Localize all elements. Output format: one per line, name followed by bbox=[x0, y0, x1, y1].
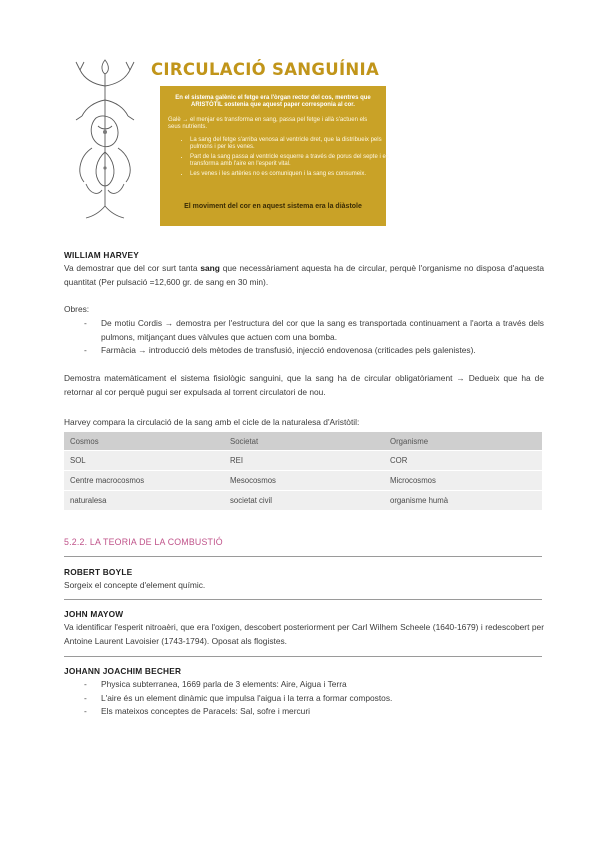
banner-paragraph: En el sistema galènic el fetge era l'òrgan rector del cos, mentres que ARISTÒTIL sostenia que aquest paper corresponia al cor. bbox=[175, 95, 371, 109]
banner-list-item: • La sang del fetge s'arriba venosa al ventricle dret, que la distribueix pels pulmons i per les venes. bbox=[190, 137, 392, 152]
banner-list-item: • Les venes i les artèries no es comuniquen i la sang es consumeix. bbox=[190, 171, 392, 178]
info-banner bbox=[160, 86, 389, 226]
harvey-intro-text: Va demostrar que del cor surt tanta bbox=[64, 263, 201, 273]
list-item-text: De motiu Cordis → demostra per l'estructura del cor que la sang es transportada continuament a l'aorta a través dels pulmons, mitjançant dues vàlvules que actuen com una bomba. bbox=[101, 318, 544, 342]
becher-list bbox=[64, 678, 544, 719]
boyle-heading: ROBERT BOYLE bbox=[64, 567, 133, 577]
list-item-text: Farmàcia → introducció dels mètodes de transfusió, injecció endovenosa (criticades pels galenistes). bbox=[101, 345, 476, 356]
harvey-intro-bold: sang bbox=[200, 263, 220, 273]
list-item-text: Physica subterranea, 1669 parla de 3 elements: Aire, Aigua i Terra bbox=[101, 679, 347, 689]
table-header-cell: Societat bbox=[224, 432, 384, 451]
section-title: 5.2.2. LA TEORIA DE LA COMBUSTIÓ bbox=[64, 537, 223, 547]
divider bbox=[64, 599, 542, 600]
banner-paragraph: Galè → el menjar es transforma en sang, passa pel fetge i allà s'actuen els seus nutrients. bbox=[168, 117, 368, 131]
table-cell: REI bbox=[224, 451, 384, 471]
harvey-compare: Harvey compara la circulació de la sang amb el cicle de la naturalesa d'Aristòtil: bbox=[64, 417, 360, 427]
list-item: - Els mateixos conceptes de Paracels: Sal, sofre i mercuri bbox=[84, 706, 310, 717]
banner-title: CIRCULACIÓ SANGUÍNIA bbox=[150, 60, 380, 79]
list-item: - Physica subterranea, 1669 parla de 3 elements: Aire, Aigua i Terra bbox=[84, 679, 347, 689]
list-item-text: L'aire és un element dinàmic que impulsa l'aigua i la terra a formar compostos. bbox=[101, 692, 393, 703]
list-item: - L'aire és un element dinàmic que impulsa l'aigua i la terra a formar compostos. bbox=[84, 692, 393, 703]
boyle-text: Sorgeix el concepte d'element químic. bbox=[64, 580, 206, 590]
comparison-table bbox=[64, 432, 542, 511]
banner-list-item: • Part de la sang passa al ventricle esquerre a través de porus del septe i es transforma amb l'aire en l'esperit vital. bbox=[190, 154, 392, 169]
anatomical-figure-icon bbox=[72, 56, 138, 226]
banner-list bbox=[180, 137, 392, 181]
harvey-intro bbox=[64, 262, 544, 289]
table-header-row bbox=[64, 432, 542, 451]
table-row bbox=[64, 451, 542, 471]
table-cell: Centre macrocosmos bbox=[64, 471, 224, 491]
table-cell: societat civil bbox=[224, 491, 384, 511]
table-cell: SOL bbox=[64, 451, 224, 471]
harvey-intro-text: que necessàriament aquesta ha de circular, perquè l'organisme no disposa d'aquesta quantitat (Per pulsació =12,600 gr. de sang en 30 min). bbox=[64, 263, 545, 287]
table-cell: Mesocosmos bbox=[224, 471, 384, 491]
mayow-text: Va identificar l'esperit nitroaèri, que era l'oxigen, descobert posteriorment per Carl Wilhem Scheele (1640-1679) i redescobert per Antoine Laurent Lavoisier (1743-1794). Oposat als flogistes. bbox=[64, 622, 544, 646]
divider bbox=[64, 556, 542, 557]
table-cell: COR bbox=[384, 451, 542, 471]
table-row bbox=[64, 491, 542, 511]
mayow-heading: JOHN MAYOW bbox=[64, 609, 124, 619]
list-item: - Farmàcia → introducció dels mètodes de transfusió, injecció endovenosa (criticades pels galenistes). bbox=[84, 345, 476, 356]
harvey-demonstration: Demostra matemàticament el sistema fisiològic sanguini, que la sang ha de circular obligatòriament → Dedueix que ha de retornar al cor perquè pugui ser expulsada al torrent circulatori de nou. bbox=[64, 373, 544, 397]
table-header-cell: Cosmos bbox=[64, 432, 224, 451]
table-cell: Microcosmos bbox=[384, 471, 542, 491]
list-item-text: Els mateixos conceptes de Paracels: Sal, sofre i mercuri bbox=[101, 706, 310, 717]
banner-footer: El moviment del cor en aquest sistema era la diàstole bbox=[184, 203, 362, 210]
becher-heading: JOHANN JOACHIM BECHER bbox=[64, 666, 182, 676]
table-row bbox=[64, 471, 542, 491]
table-cell: naturalesa bbox=[64, 491, 224, 511]
works-label: Obres: bbox=[64, 304, 90, 314]
list-item: - De motiu Cordis → demostra per l'estructura del cor que la sang es transportada continuament a l'aorta a través dels pulmons, mitjançant dues vàlvules que actuen com una bomba. bbox=[84, 318, 544, 342]
table-header-cell: Organisme bbox=[384, 432, 542, 451]
divider bbox=[64, 656, 542, 657]
harvey-heading: WILLIAM HARVEY bbox=[64, 250, 140, 260]
works-list bbox=[64, 317, 544, 358]
table-cell: organisme humà bbox=[384, 491, 542, 511]
